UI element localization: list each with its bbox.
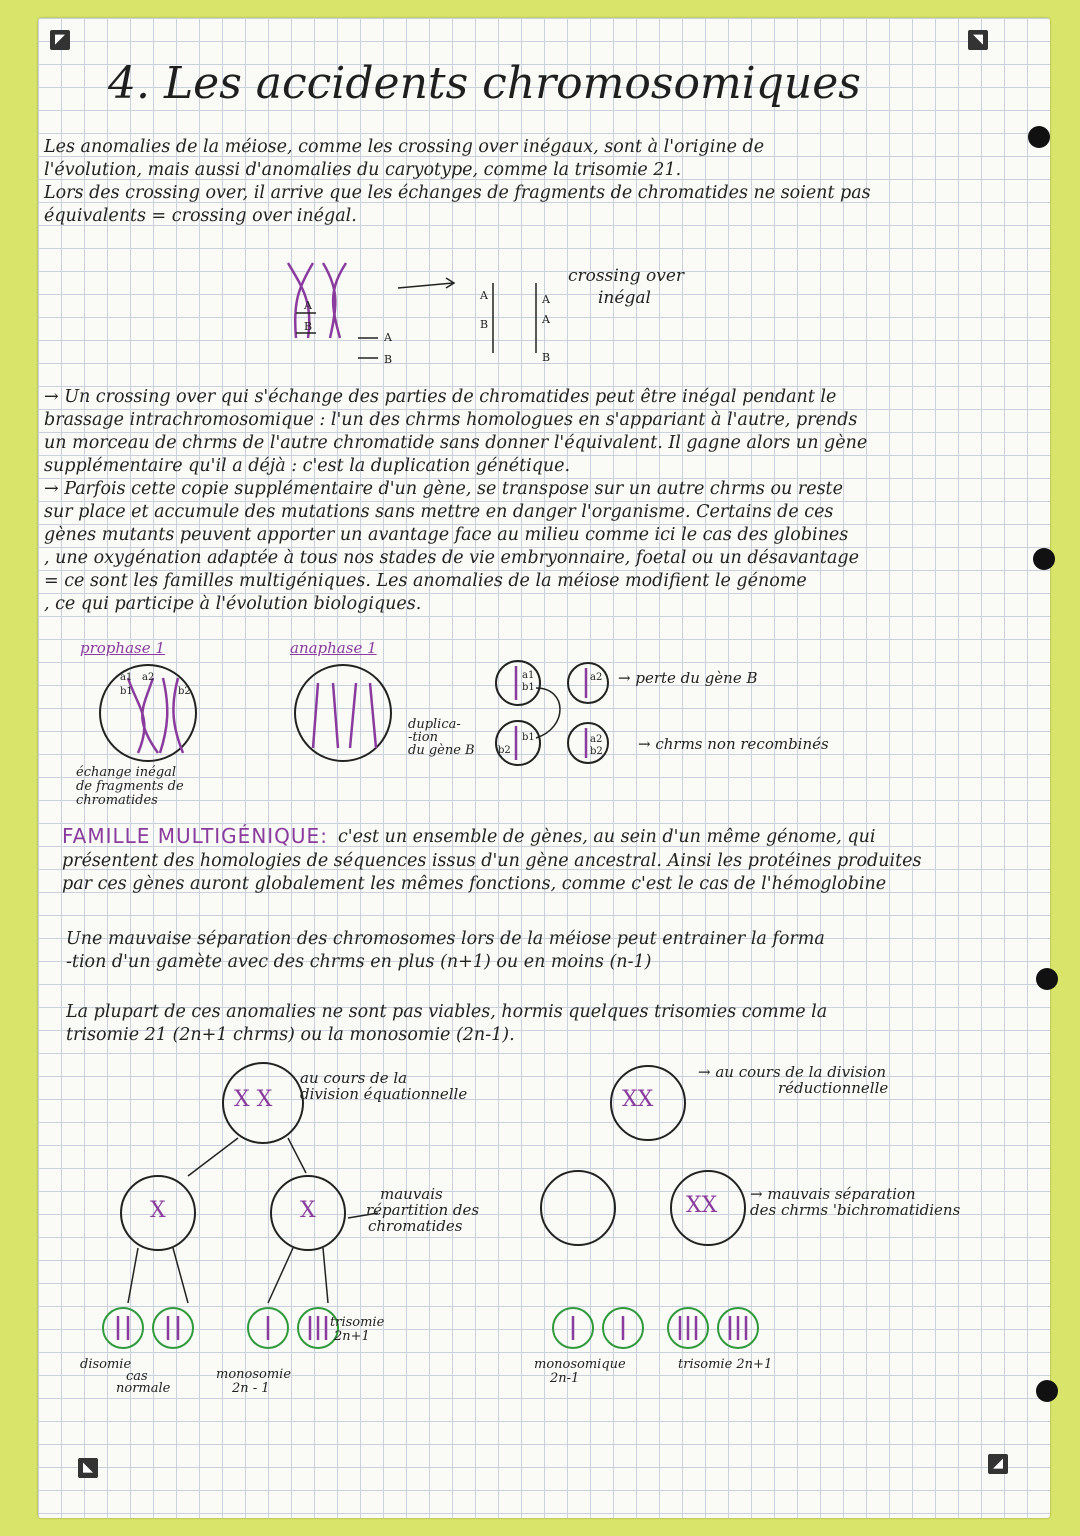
duplication-label: -tion [408,730,438,745]
gene-b-label: B [384,353,393,366]
binder-hole-icon [1033,548,1055,570]
paragraph-line: → Un crossing over qui s'échange des parties de chromatides peut être inégal pendant le [44,387,837,407]
corner-marker-bottom-left-icon: ◣ [78,1458,98,1478]
xx-chromosomes: XX [622,1087,654,1112]
intro-line: Les anomalies de la méiose, comme les crossing over inégaux, sont à l'origine de [44,137,765,157]
paragraph-line: → Parfois cette copie supplémentaire d'un gène, se transpose sur un autre chrms ou reste [44,479,843,499]
page-title: 4. Les accidents chromosomiques [108,58,861,109]
allele-a2: a2 [590,734,603,745]
crossing-over-caption: inégal [598,288,651,308]
paragraph-line: Une mauvaise séparation des chromosomes lors de la méiose peut entrainer la forma [66,929,825,949]
allele-a2: a2 [142,672,155,683]
bad-repartition-label: répartition des [366,1201,480,1219]
crossing-over-diagram [268,243,568,368]
binder-hole-icon [1036,968,1058,990]
binder-hole-icon [1028,126,1050,148]
intro-line: équivalents = crossing over inégal. [44,206,357,226]
paragraph-line: , ce qui participe à l'évolution biologiques. [44,594,422,614]
allele-b1: b1 [522,732,535,743]
equational-label: au cours de la [300,1069,408,1087]
allele-a1: a1 [120,672,133,683]
reductional-label: réductionnelle [778,1079,889,1097]
allele-labels [120,670,603,757]
allele-a1: a1 [522,670,535,681]
trisomie-label: trisomie [330,1315,385,1330]
definition-line: par ces gènes auront globalement les mêmes fonctions, comme c'est le cas de l'hémoglobine [62,874,887,894]
paragraph-line: = ce sont les familles multigéniques. Les anomalies de la méiose modifient le génome [44,571,807,591]
gene-a-label: A [304,299,312,312]
xx-chromosomes: X X [234,1087,273,1112]
paragraph-line: La plupart de ces anomalies ne sont pas viables, hormis quelques trisomies comme la [66,1002,828,1022]
reductional-label: → au cours de la division [698,1063,887,1081]
trisomie-label: trisomie 2n+1 [678,1357,773,1372]
paragraph-line: supplémentaire qu'il a déjà : c'est la duplication génétique. [44,456,571,476]
anaphase-label: anaphase 1 [290,639,377,657]
duplication-label: duplica- [408,717,461,732]
paragraph-line: , une oxygénation adaptée à tous nos stades de vie embryonnaire, foetal ou un désavantage [44,548,859,568]
allele-b2: b2 [178,686,191,697]
binder-hole-icon [1036,1380,1058,1402]
definition-term: FAMILLE MULTIGÉNIQUE: [62,824,328,848]
definition-line: c'est un ensemble de gènes, au sein d'un même génome, qui [338,827,876,847]
definition-line: présentent des homologies de séquences issus d'un gène ancestral. Ainsi les protéines produites [62,851,922,871]
xx-chromosomes: XX [686,1193,718,1218]
trisomie-formula: 2n+1 [334,1329,370,1344]
corner-marker-top-left-icon: ◤ [50,30,70,50]
intro-line: Lors des crossing over, il arrive que les échanges de fragments de chromatides ne soient pas [44,183,871,203]
x-chromosome: X [150,1198,166,1223]
gene-a-label: A [384,331,392,344]
paragraph-line: gènes mutants peuvent apporter un avantage face au milieu comme ici le cas des globines [44,525,849,545]
paragraph-line: un morceau de chrms de l'autre chromatide sans donner l'équivalent. Il gagne alors un gène [44,433,868,453]
allele-b2: b2 [590,746,603,757]
equational-label: division équationnelle [300,1085,468,1103]
non-recombined-label: → chrms non recombinés [638,735,829,753]
notebook-page [38,18,1050,1518]
paragraph-line: trisomie 21 (2n+1 chrms) ou la monosomie (2n-1). [66,1025,515,1045]
gene-loss-label: → perte du gène B [618,669,758,687]
exchange-label: échange inégal [76,765,177,780]
monosomique-label: monosomique [534,1357,626,1372]
gene-b-label: B [542,351,551,364]
gene-b-label: B [304,320,313,333]
crossing-over-caption: crossing over [568,266,685,286]
allele-b1: b1 [120,686,133,697]
exchange-label: chromatides [76,793,158,808]
gene-a-label: A [480,289,488,302]
paragraph-line: brassage intrachromosomique : l'un des chrms homologues en s'appariant à l'autre, prends [44,410,858,430]
allele-b2: b2 [498,745,511,756]
bad-separation-label: → mauvais séparation [750,1185,916,1203]
bad-repartition-label: mauvais [380,1185,443,1203]
paragraph-line: -tion d'un gamète avec des chrms en plus (n+1) ou en moins (n-1) [66,952,652,972]
cas-label: cas [126,1369,148,1384]
prophase-label: prophase 1 [80,639,165,657]
bad-repartition-label: chromatides [368,1217,463,1235]
gene-labels [303,289,551,366]
corner-marker-top-right-icon: ◥ [968,30,988,50]
monosomie-formula: 2n - 1 [232,1381,270,1396]
exchange-label: de fragments de [76,779,184,794]
monosomique-formula: 2n-1 [550,1371,580,1386]
allele-b1: b1 [522,682,535,693]
corner-marker-bottom-right-icon: ◢ [988,1454,1008,1474]
x-chromosome: X [300,1198,316,1223]
allele-a2: a2 [590,672,603,683]
disomie-label: disomie [80,1357,132,1372]
gene-b-label: B [480,318,489,331]
bad-separation-label: des chrms 'bichromatidiens [750,1201,961,1219]
intro-line: l'évolution, mais aussi d'anomalies du caryotype, comme la trisomie 21. [44,160,682,180]
gene-a-label: A [542,293,550,306]
paragraph-line: sur place et accumule des mutations sans mettre en danger l'organisme. Certains de ces [44,502,834,522]
duplication-label: du gène B [408,743,475,758]
monosomie-label: monosomie [216,1367,292,1382]
gene-a-label: A [542,313,550,326]
normale-label: normale [116,1381,171,1396]
